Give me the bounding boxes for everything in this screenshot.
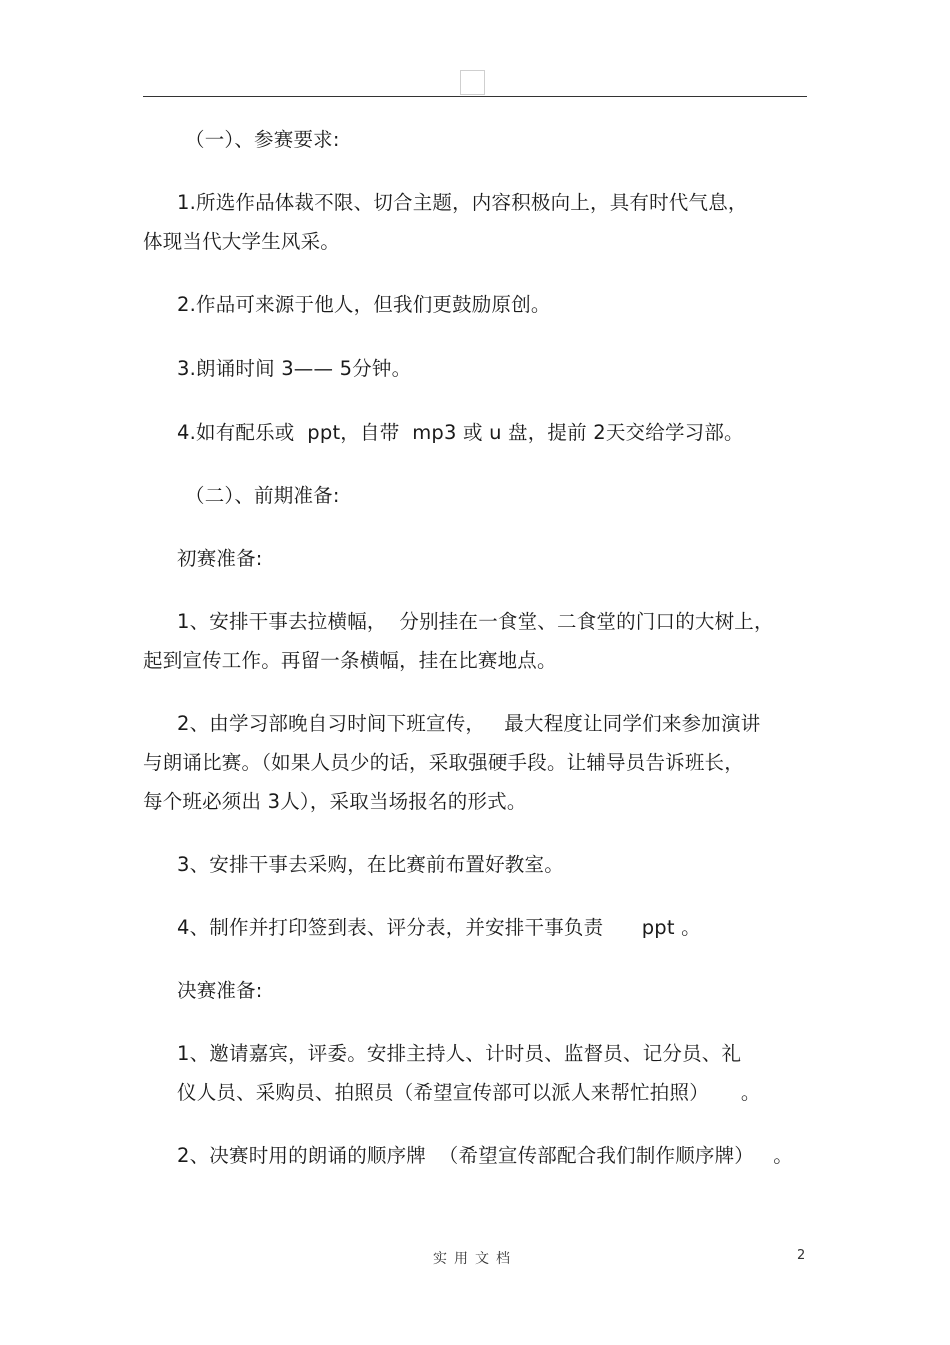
paragraph-line: 4、制作并打印签到表、评分表，并安排干事负责 ppt 。 [177, 916, 701, 939]
section-heading-requirements: （一）、参赛要求: [185, 128, 340, 151]
header-box [460, 70, 485, 95]
page-number: 2 [797, 1248, 806, 1263]
paragraph-line: 2、决赛时用的朗诵的顺序牌 （希望宣传部配合我们制作顺序牌） 。 [177, 1144, 793, 1167]
subheading-preliminary: 初赛准备: [177, 547, 263, 570]
paragraph-line: 3.朗诵时间 3—— 5分钟。 [177, 357, 412, 380]
paragraph-line: 每个班必须出 3人），采取当场报名的形式。 [143, 790, 527, 813]
paragraph-line: 3、安排干事去采购，在比赛前布置好教室。 [177, 853, 564, 876]
paragraph-line: 起到宣传工作。再留一条横幅，挂在比赛地点。 [143, 649, 557, 672]
section-heading-preparation: （二）、前期准备: [185, 484, 340, 507]
paragraph-line: 1.所选作品体裁不限、切合主题，内容积极向上，具有时代气息， [177, 191, 748, 214]
header-rule [143, 96, 807, 97]
paragraph-line: 体现当代大学生风采。 [143, 230, 341, 253]
paragraph-line: 仪人员、采购员、拍照员（希望宣传部可以派人来帮忙拍照） 。 [177, 1081, 761, 1104]
footer-text: 实用文档 [433, 1251, 517, 1267]
paragraph-line: 1、安排干事去拉横幅， 分别挂在一食堂、二食堂的门口的大树上， [177, 610, 774, 633]
paragraph-line: 2、由学习部晚自习时间下班宣传， 最大程度让同学们来参加演讲 [177, 712, 761, 735]
paragraph-line: 4.如有配乐或 ppt，自带 mp3 或 u 盘，提前 2天交给学习部。 [177, 421, 744, 444]
paragraph-line: 2.作品可来源于他人，但我们更鼓励原创。 [177, 293, 551, 316]
paragraph-line: 与朗诵比赛。（如果人员少的话，采取强硬手段。让辅导员告诉班长， [143, 751, 744, 774]
subheading-final: 决赛准备: [177, 979, 263, 1002]
paragraph-line: 1、邀请嘉宾，评委。安排主持人、计时员、监督员、记分员、礼 [177, 1042, 742, 1065]
